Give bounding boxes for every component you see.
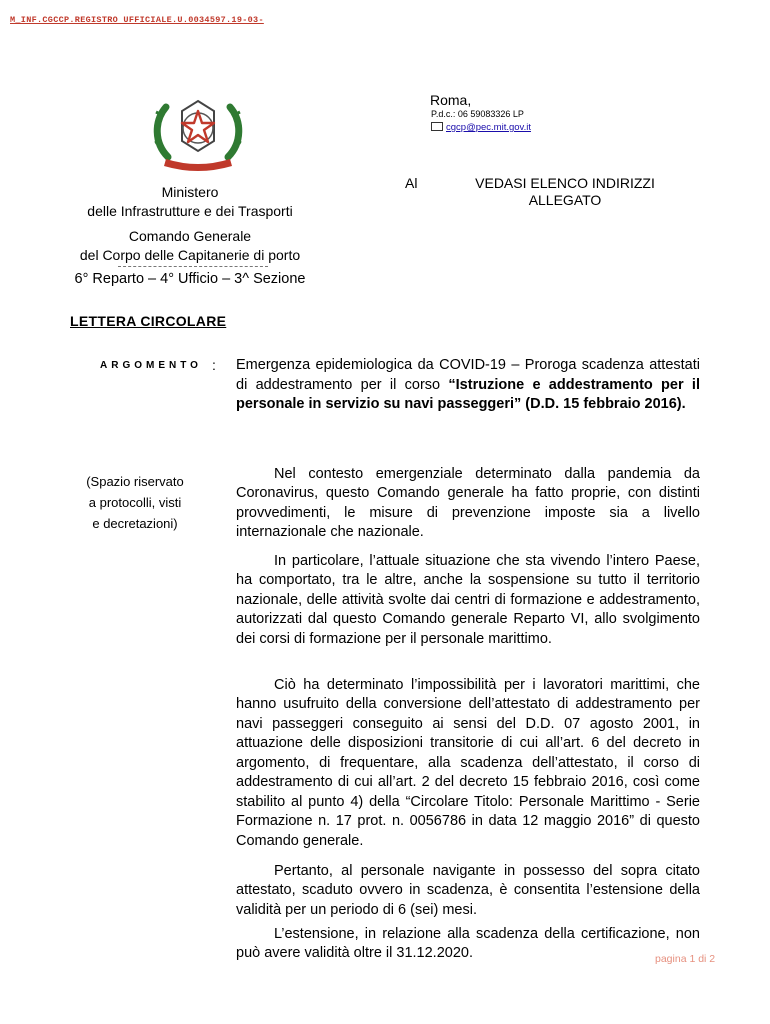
command-name: Comando Generale del Corpo delle Capitanerie di porto xyxy=(79,228,301,263)
email-link[interactable]: cgcp@pec.mit.gov.it xyxy=(446,122,531,133)
paragraph-4: Pertanto, al personale navigante in possesso del sopra citato attestato, scaduto ovvero in scadenza, è consentita l’estensione della validità per un periodo di 6 (sei) mesi. xyxy=(236,862,700,918)
subject-text: Emergenza epidemiologica da COVID-19 – Proroga scadenza attestati di addestramento per il corso “Istruzione e addestramento per il personale in servizio su navi passeggeri” (D.D. 15 febbraio 2016). xyxy=(236,357,700,412)
document-title: LETTERA CIRCOLARE xyxy=(70,313,227,329)
sender-divider xyxy=(118,266,268,267)
paragraph-5: L’estensione, in relazione alla scadenza della certificazione, non può avere validità oltre il 31.12.2020. xyxy=(236,925,700,961)
envelope-icon xyxy=(431,122,443,131)
recipient: VEDASI ELENCO INDIRIZZI ALLEGATO xyxy=(475,175,655,208)
paragraph-1: Nel contesto emergenziale determinato dalla pandemia da Coronavirus, questo Comando generale ha fatto proprie, con distinti provvedimenti, le misure di prevenzione imposte sia a livello internazionale che nazionale. xyxy=(236,465,700,540)
italian-republic-emblem-icon xyxy=(150,95,246,175)
ministry-name: Ministero delle Infrastrutture e dei Trasporti xyxy=(87,184,293,219)
protocol-stamp: M_INF.CGCCP.REGISTRO UFFICIALE.U.0034597.19-03- xyxy=(10,15,264,25)
email-line xyxy=(431,121,531,133)
subject-label: ARGOMENTO xyxy=(100,360,202,371)
contact-point: P.d.c.: 06 59083326 LP xyxy=(431,109,524,119)
place-date: Roma, xyxy=(430,92,472,108)
paragraph-2: In particolare, l’attuale situazione che sta vivendo l’intero Paese, ha comportato, tra le altre, anche la sospensione su tutto il territorio nazionale, delle attività svolte dai centri di formazione e addestramento, autorizzati dal questo Comando generale Reparto VI, allo svolgimento dei corsi di formazione per il personale marittimo. xyxy=(236,552,700,647)
page-number: pagina 1 di 2 xyxy=(655,953,716,965)
paragraph-3: Ciò ha determinato l’impossibilità per i lavoratori marittimi, che hanno usufruito della conversione dell’attestato di addestramento per navi passeggeri conseguito ai sensi del D.D. 07 agosto 2001, in attuazione delle disposizioni transitorie di cui all’art. 6 del decreto in argomento, di frequentare, alla scadenza dell’attestato, il corso di addestramento di cui all’art. 2 del decreto 15 febbraio 2016, così come stabilito al punto 4) della “Circolare Titolo: Personale Marittimo - Serie Formazione n. 17 prot. n. 0056786 in data 12 maggio 2016” di questo Comando generale. xyxy=(236,676,700,849)
subject-colon: : xyxy=(212,357,216,373)
reserved-space-note: (Spazio riservato a protocolli, visti e decretazioni) xyxy=(86,474,184,531)
recipient-prefix: Al xyxy=(405,175,418,191)
office-line: 6° Reparto – 4° Ufficio – 3^ Sezione xyxy=(74,271,306,287)
